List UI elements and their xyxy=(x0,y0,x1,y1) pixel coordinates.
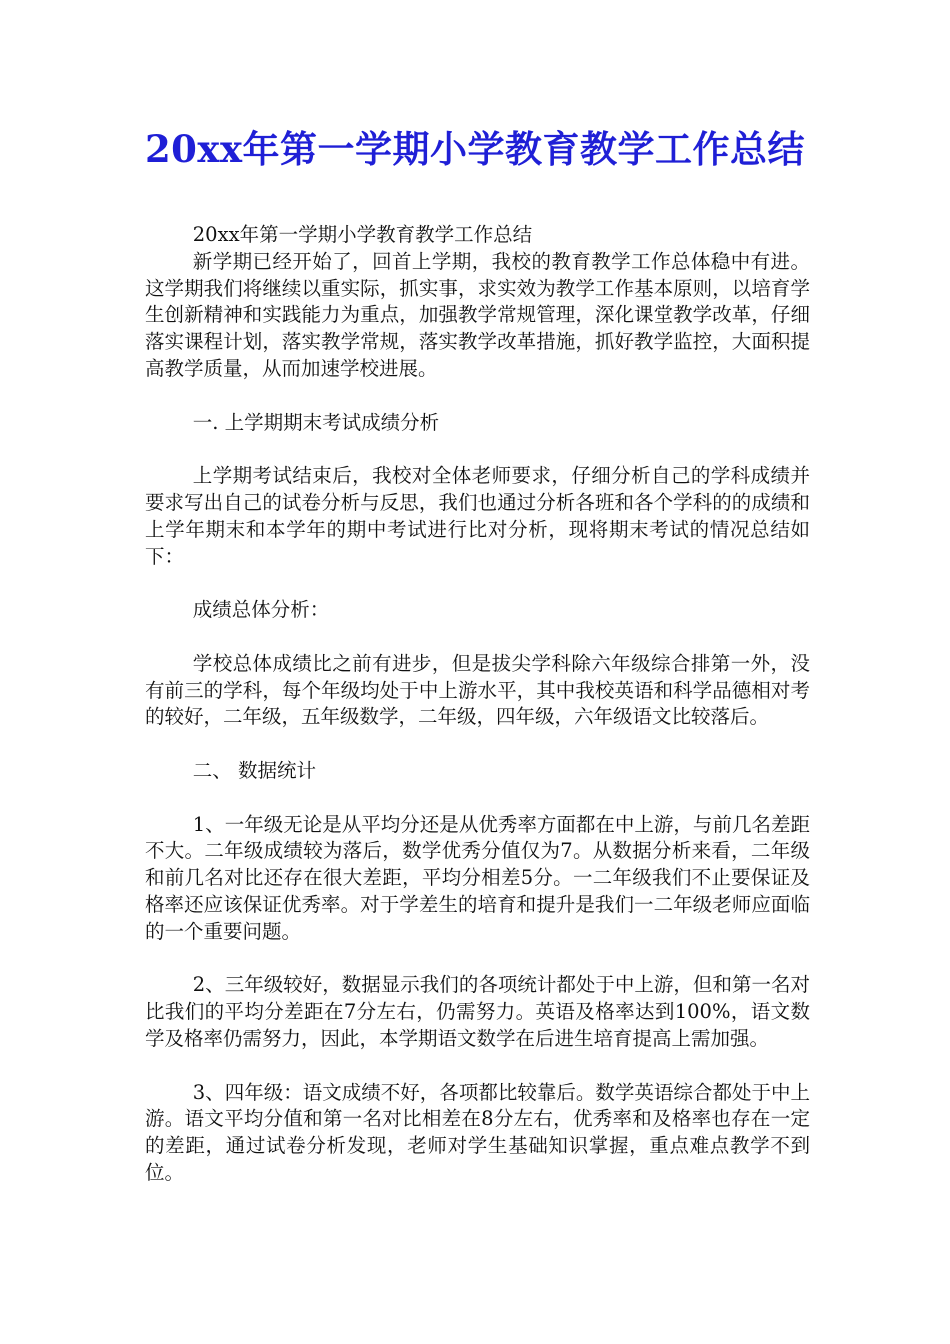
intro-paragraph: 新学期已经开始了，回首上学期，我校的教育教学工作总体稳中有进。这学期我们将继续以重实际，抓实事，求实效为教学工作基本原则，以培育学生创新精神和实践能力为重点，加强教学常规管理，深化课堂教学改革，仔细落实课程计划，落实教学常规，落实教学改革措施，抓好教学监控，大面积提高教学质量，从而加速学校进展。 xyxy=(145,249,810,380)
section-heading-exam-analysis: 一. 上学期期末考试成绩分析 xyxy=(192,410,440,434)
overall-analysis-heading: 成绩总体分析： xyxy=(192,598,330,622)
document-title: 20xx年第一学期小学教育教学工作总结 xyxy=(144,127,806,171)
statistics-item-2: 2、三年级较好，数据显示我们的各项统计都处于中上游，但和第一名对比我们的平均分差距在7分左右，仍需努力。英语及格率达到100%，语文数学及格率仍需努力，因此，本学期语文数学在后进生培育提高上需加强。 xyxy=(145,973,810,1050)
overall-analysis-paragraph: 学校总体成绩比之前有进步，但是拔尖学科除六年级综合排第一外，没有前三的学科，每个年级均处于中上游水平，其中我校英语和科学品德相对考的较好，二年级，五年级数学，二年级，四年级，六年级语文比较落后。 xyxy=(145,651,810,729)
section-heading-statistics: 二、 数据统计 xyxy=(192,758,316,782)
document-body xyxy=(145,222,810,1187)
subtitle-paragraph: 20xx年第一学期小学教育教学工作总结 xyxy=(192,223,533,246)
statistics-item-3: 3、四年级：语文成绩不好，各项都比较靠后。数学英语综合都处于中上游。语文平均分值和第一名对比相差在8分左右，优秀率和及格率也存在一定的差距，通过试卷分析发现，老师对学生基础知识掌握，重点难点教学不到位。 xyxy=(145,1080,810,1184)
exam-analysis-paragraph: 上学期考试结束后，我校对全体老师要求，仔细分析自己的学科成绩并要求写出自己的试卷分析与反思，我们也通过分析各班和各个学科的的成绩和上学年期末和本学年的期中考试进行比对分析，现将期末考试的情况总结如下： xyxy=(145,464,810,568)
statistics-item-1: 1、一年级无论是从平均分还是从优秀率方面都在中上游，与前几名差距不大。二年级成绩较为落后，数学优秀分值仅为7。从数据分析来看，二年级和前几名对比还存在很大差距，平均分相差5分。一二年级我们不止要保证及格率还应该保证优秀率。对于学差生的培育和提升是我们一二年级老师应面临的一个重要问题。 xyxy=(145,812,810,943)
